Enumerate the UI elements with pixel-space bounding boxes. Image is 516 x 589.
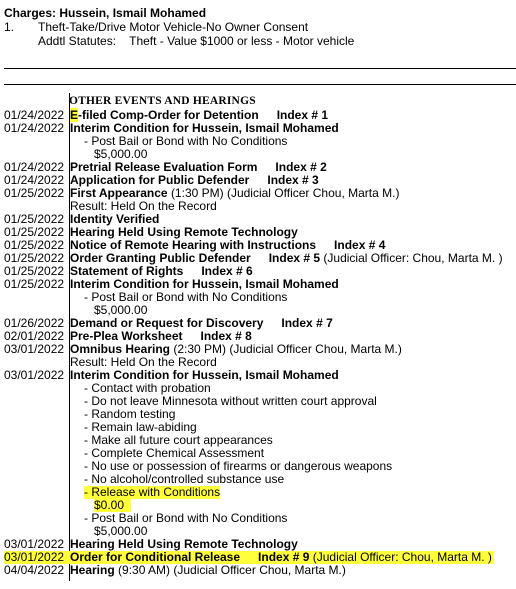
event-title: Omnibus Hearing (70, 342, 171, 356)
event-index: Index # 9 (258, 550, 310, 564)
event-date: 02/01/2022 (4, 329, 65, 343)
charges-block (4, 6, 354, 48)
condition-row (4, 395, 516, 408)
condition-text: - Do not leave Minnesota without written court approval (84, 394, 377, 408)
charge-description: Theft-Take/Drive Motor Vehicle-No Owner Consent (38, 20, 309, 34)
event-list (4, 109, 516, 577)
event-date: 01/25/2022 (4, 238, 65, 252)
condition-text: - No use or possession of firearms or dangerous weapons (84, 459, 393, 473)
condition-row (4, 408, 516, 421)
event-index: Index # 8 (200, 329, 252, 343)
event-body (66, 343, 402, 369)
event-date: 01/25/2022 (4, 277, 65, 291)
condition-text: - Random testing (84, 407, 176, 421)
event-date: 01/25/2022 (4, 186, 65, 200)
event-date: 01/25/2022 (4, 251, 65, 265)
event-title: Order for Conditional Release (70, 550, 241, 564)
event-title: Demand or Request for Discovery (70, 316, 264, 330)
event-title: Notice of Remote Hearing with Instructions (70, 238, 317, 252)
events-section (4, 93, 516, 577)
amount-text: $5,000.00 (94, 524, 148, 538)
condition-body (66, 291, 287, 317)
event-date: 03/01/2022 (4, 368, 65, 382)
condition-row (4, 512, 516, 538)
condition-text: - Post Bail or Bond with No Conditions (84, 511, 288, 525)
condition-text: - Post Bail or Bond with No Conditions (84, 134, 288, 148)
event-date: 01/25/2022 (4, 212, 65, 226)
condition-row (4, 135, 516, 161)
event-date: 03/01/2022 (4, 537, 65, 551)
event-row (4, 369, 516, 382)
event-result: Result: Held On the Record (70, 199, 217, 213)
event-index: Index # 1 (276, 108, 329, 122)
event-row (4, 343, 516, 369)
condition-row (4, 291, 516, 317)
event-date: 04/04/2022 (4, 563, 65, 577)
event-date: 03/01/2022 (4, 342, 65, 356)
charges-title: Charges: Hussein, Ismail Mohamed (4, 6, 207, 20)
event-title: Interim Condition for Hussein, Ismail Mohamed (70, 121, 339, 135)
event-title: Application for Public Defender (70, 173, 250, 187)
condition-item (70, 486, 220, 499)
divider-top (4, 68, 516, 69)
event-body (66, 564, 346, 577)
event-detail: (2:30 PM) (Judicial Officer Chou, Marta M.) (173, 342, 402, 356)
event-body (66, 187, 399, 213)
event-date: 03/01/2022 (4, 550, 65, 564)
condition-text: - Remain law-abiding (84, 420, 197, 434)
event-title: Hearing Held Using Remote Technology (70, 225, 298, 239)
event-detail: (Judicial Officer: Chou, Marta M. ) (323, 251, 503, 265)
statutes-label: Addtl Statutes: (38, 34, 117, 48)
event-title-first: E (70, 108, 79, 122)
condition-body (66, 135, 287, 161)
event-date: 01/24/2022 (4, 108, 65, 122)
event-title: Interim Condition for Hussein, Ismail Mohamed (70, 277, 339, 291)
divider-bottom (4, 84, 516, 85)
section-title: OTHER EVENTS AND HEARINGS (69, 95, 256, 107)
charge-row (4, 20, 354, 34)
condition-row (4, 486, 516, 512)
event-index: Index # 3 (267, 173, 319, 187)
event-detail: (9:30 AM) (Judicial Officer Chou, Marta M.) (118, 563, 346, 577)
condition-text: - Make all future court appearances (84, 433, 273, 447)
event-title: Pretrial Release Evaluation Form (70, 160, 258, 174)
event-index: Index # 6 (201, 264, 253, 278)
event-index: Index # 5 (268, 251, 321, 265)
condition-text: - No alcohol/controlled substance use (84, 472, 285, 486)
event-result: Result: Held On the Record (70, 355, 217, 369)
amount-text: $0.00 (94, 498, 131, 512)
event-date: 01/26/2022 (4, 316, 65, 330)
event-title: Hearing (70, 563, 115, 577)
amount-text: $5,000.00 (94, 147, 148, 161)
condition-text: - Complete Chemical Assessment (84, 446, 265, 460)
event-title: Statement of Rights (70, 264, 184, 278)
amount-text: $5,000.00 (94, 303, 148, 317)
statutes-row (4, 34, 354, 48)
event-title: Pre-Plea Worksheet (70, 329, 183, 343)
event-title: Hearing Held Using Remote Technology (70, 537, 298, 551)
event-title: First Appearance (70, 186, 168, 200)
event-date: 01/25/2022 (4, 225, 65, 239)
condition-row (4, 473, 516, 486)
event-title: Interim Condition for Hussein, Ismail Mohamed (70, 368, 339, 382)
charge-number: 1. (4, 20, 15, 34)
condition-body (66, 486, 220, 512)
event-index: Index # 2 (275, 160, 327, 174)
event-date: 01/24/2022 (4, 121, 65, 135)
condition-text: - Post Bail or Bond with No Conditions (84, 290, 288, 304)
event-line (70, 564, 346, 577)
event-title: Order Granting Public Defender (70, 251, 251, 265)
event-detail: (Judicial Officer: Chou, Marta M. ) (312, 550, 492, 564)
event-date: 01/24/2022 (4, 173, 65, 187)
event-row (4, 187, 516, 213)
condition-body (66, 512, 287, 538)
event-index: Index # 4 (334, 238, 386, 252)
event-index: Index # 7 (281, 316, 333, 330)
condition-text: - Contact with probation (84, 381, 211, 395)
event-row (4, 564, 516, 577)
event-date: 01/24/2022 (4, 160, 65, 174)
event-title: -filed Comp-Order for Detention (78, 108, 259, 122)
condition-text: - Release with Conditions (84, 485, 221, 499)
statutes-value: Theft - Value $1000 or less - Motor vehicle (129, 34, 355, 48)
event-date: 01/25/2022 (4, 264, 65, 278)
event-title: Identity Verified (70, 212, 160, 226)
event-detail: (1:30 PM) (Judicial Officer Chou, Marta M.) (170, 186, 400, 200)
